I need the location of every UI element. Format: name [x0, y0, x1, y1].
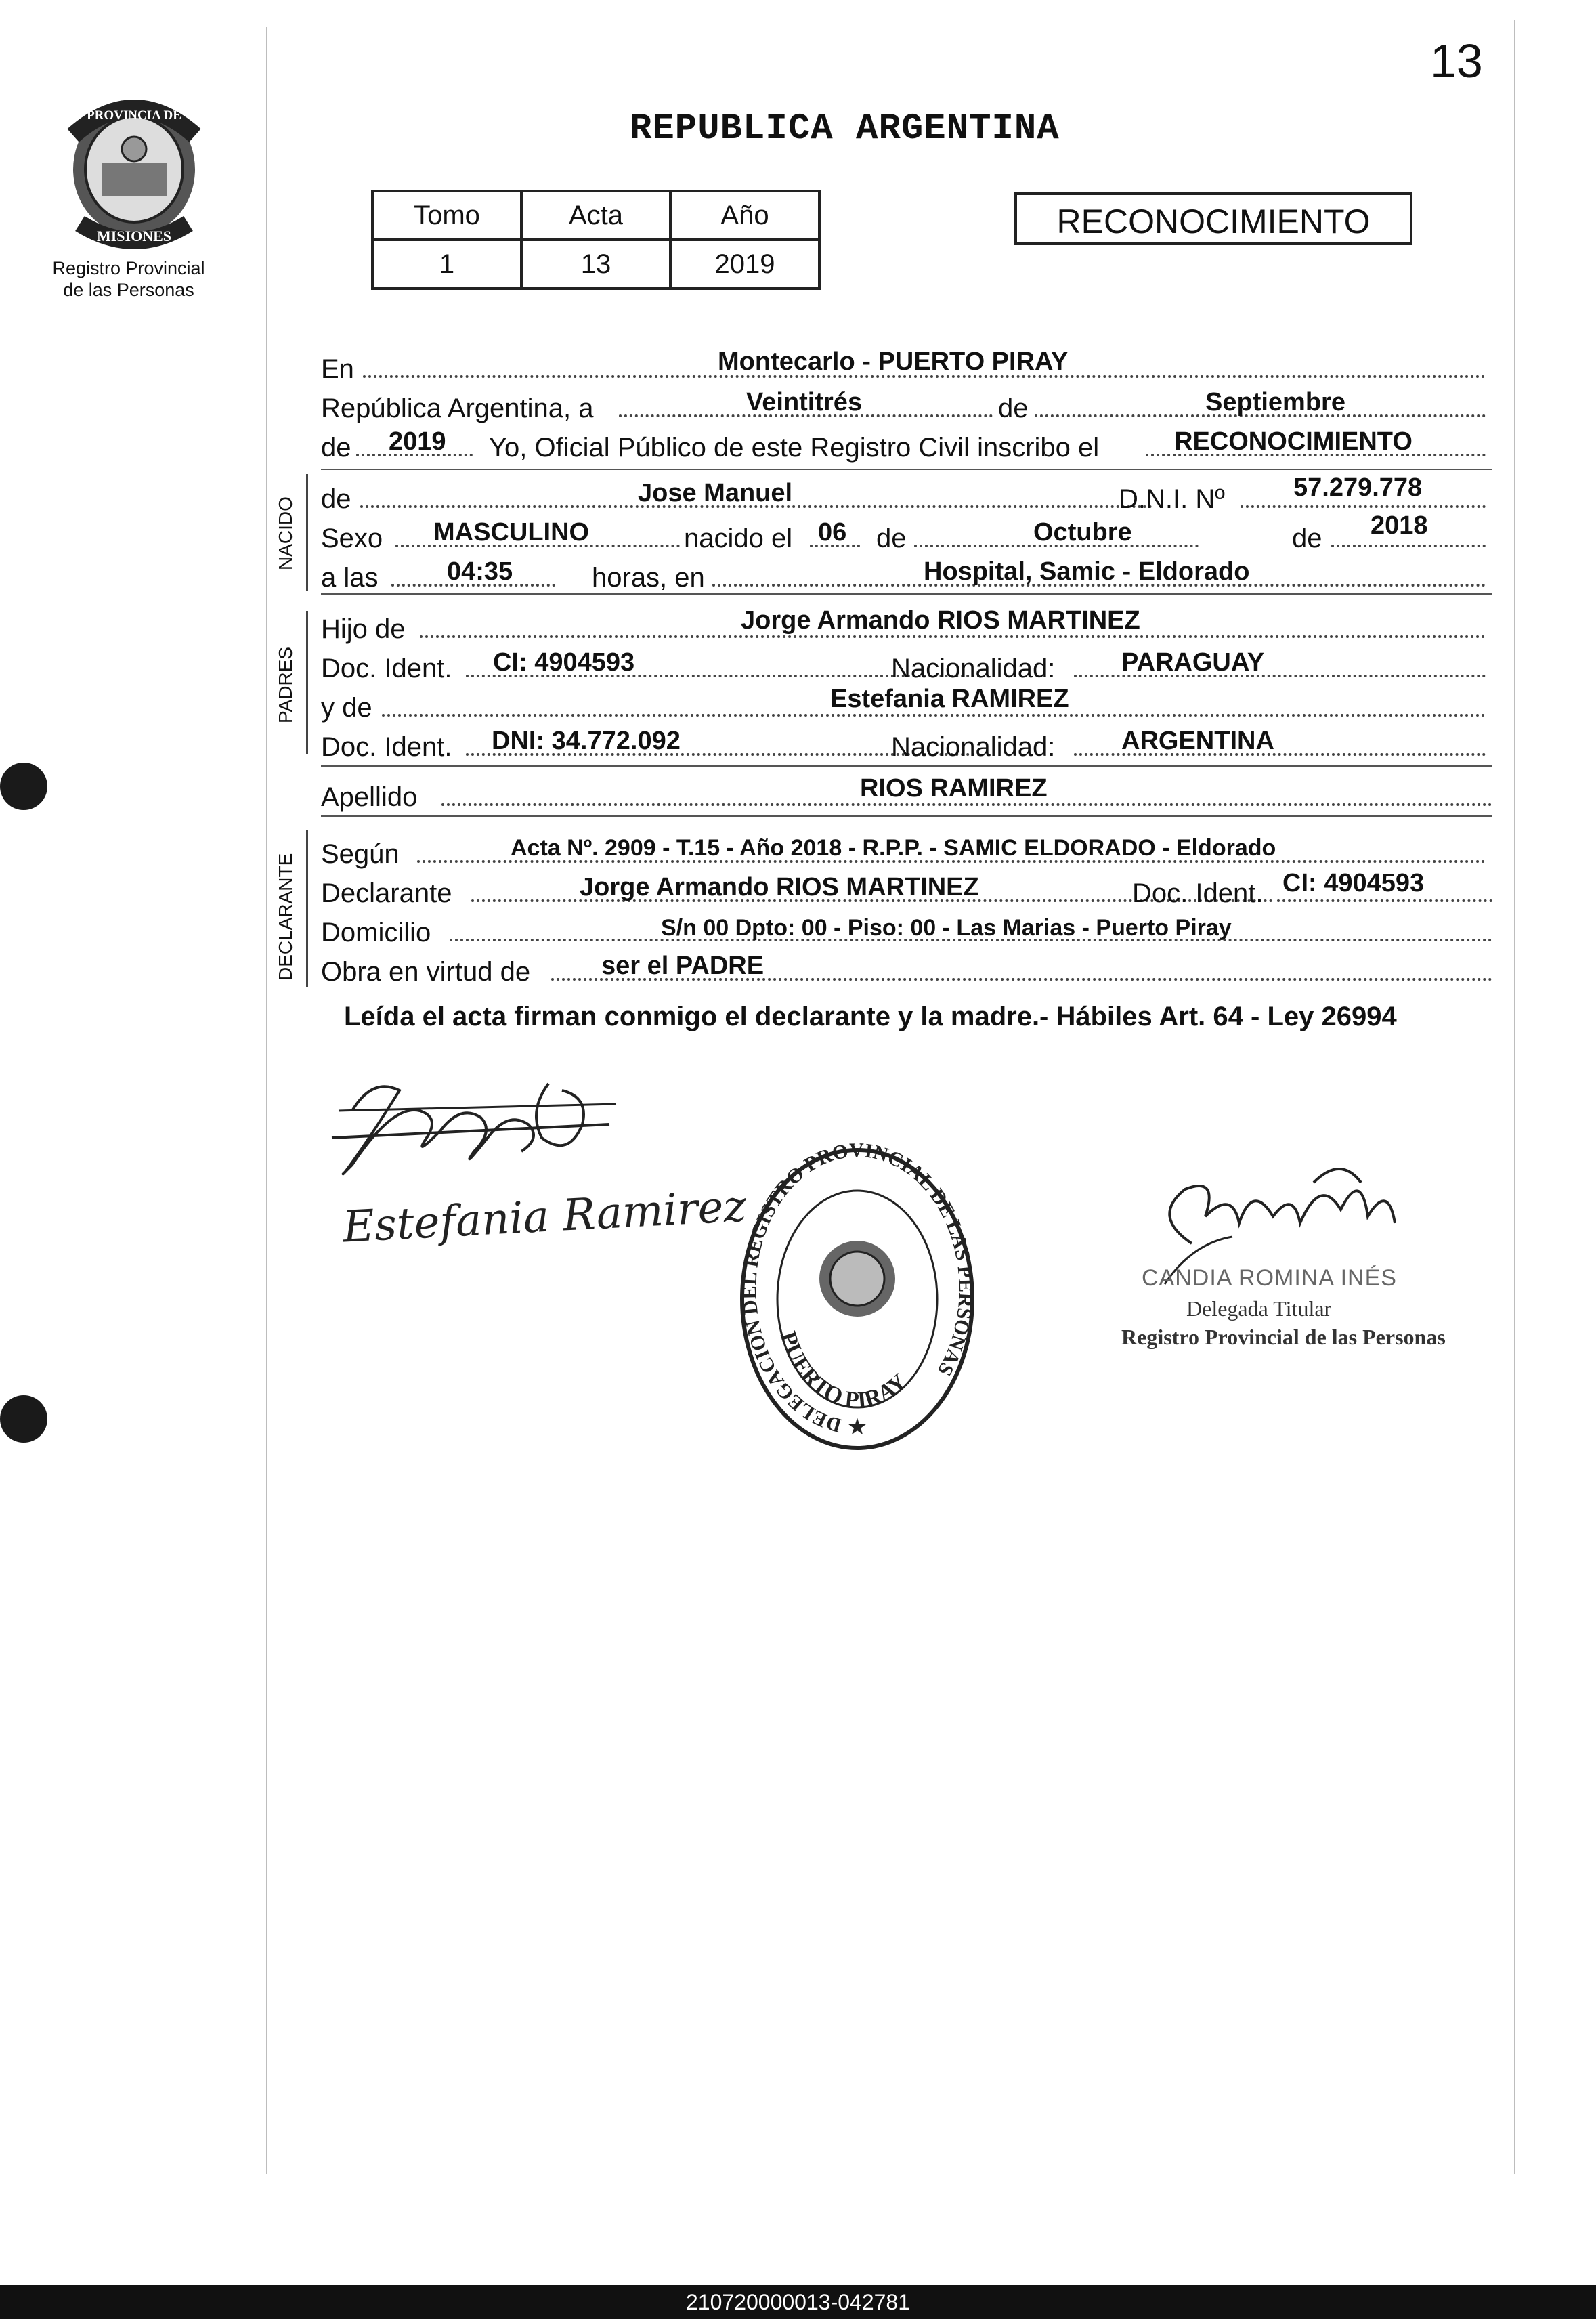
- section-separator: [321, 593, 1492, 595]
- row-place: [321, 349, 1486, 386]
- label-officer: Yo, Oficial Público de este Registro Civil inscribo el: [489, 433, 1100, 463]
- row-declarante: [321, 869, 1492, 910]
- label-apellido: Apellido: [321, 782, 418, 812]
- section-bar: [306, 830, 308, 987]
- punch-hole-bottom: [0, 1395, 47, 1443]
- label-hijo-de: Hijo de: [321, 614, 406, 644]
- value-segun: Acta Nº. 2909 - T.15 - Año 2018 - R.P.P. - SAMIC ELDORADO - Eldorado: [511, 835, 1276, 861]
- section-bar: [306, 611, 308, 754]
- value-declarante-doc: CI: 4904593: [1282, 869, 1425, 897]
- value-child-name: Jose Manuel: [638, 479, 793, 507]
- value-mother-nationality: ARGENTINA: [1121, 727, 1274, 755]
- dotted-line: [1241, 505, 1486, 508]
- star-icon: ★: [846, 1414, 868, 1440]
- value-day: Veintitrés: [746, 388, 863, 417]
- value-father-nationality: PARAGUAY: [1121, 648, 1265, 677]
- section-bar: [306, 474, 308, 591]
- row-date: [321, 389, 1486, 425]
- declarant-signature: [325, 1063, 623, 1185]
- value-birth-day: 06: [818, 518, 847, 547]
- label-doc-ident: Doc. Ident.: [1132, 878, 1264, 908]
- reference-header-row: [372, 191, 819, 240]
- label-obra: Obra en virtud de: [321, 957, 531, 987]
- value-declarante-name: Jorge Armando RIOS MARTINEZ: [580, 873, 979, 901]
- label-doc-ident: Doc. Ident.: [321, 654, 452, 683]
- label-horas-en: horas, en: [592, 563, 705, 593]
- crest-text-bottom: MISIONES: [96, 228, 172, 244]
- value-sexo: MASCULINO: [433, 518, 590, 547]
- crest-text-top: PROVINCIA DE: [87, 108, 181, 123]
- value-birth-time: 04:35: [447, 557, 513, 586]
- label-nacionalidad: Nacionalidad:: [891, 732, 1056, 762]
- section-separator: [321, 765, 1492, 767]
- registry-caption-line2: de las Personas: [63, 280, 194, 300]
- document-type-box: RECONOCIMIENTO: [1014, 192, 1412, 245]
- label-en: En: [321, 354, 354, 384]
- row-name: [321, 473, 1486, 516]
- dotted-line: [1277, 899, 1492, 902]
- stamp-inner-text: PUERTO PIRAY: [775, 1328, 912, 1413]
- label-y-de: y de: [321, 693, 372, 723]
- reference-value-cell: 13: [521, 240, 670, 289]
- dotted-line: [420, 635, 1486, 638]
- official-registry: Registro Provincial de las Personas: [1121, 1325, 1446, 1349]
- reference-header-cell: Tomo: [372, 191, 521, 240]
- value-child-dni: 57.279.778: [1293, 473, 1423, 502]
- row-segun: [321, 834, 1486, 871]
- value-month: Septiembre: [1205, 388, 1345, 417]
- reference-value-row: [372, 240, 819, 289]
- row-sex-birth: [321, 511, 1486, 555]
- row-mother: [321, 685, 1486, 725]
- dotted-line: [382, 714, 1486, 717]
- registry-caption: [20, 257, 237, 301]
- label-de: de: [321, 484, 351, 514]
- row-father: [321, 606, 1486, 646]
- value-year: 2019: [389, 427, 446, 456]
- value-father-name: Jorge Armando RIOS MARTINEZ: [741, 606, 1140, 635]
- right-margin-line: [1514, 20, 1515, 2174]
- label-dni: D.N.I. Nº: [1119, 484, 1225, 514]
- reference-table: [371, 190, 821, 290]
- registry-stamp: [735, 1143, 979, 1455]
- row-obra: [321, 952, 1492, 989]
- label-republica: República Argentina, a: [321, 393, 594, 423]
- value-place: Montecarlo - PUERTO PIRAY: [718, 347, 1069, 376]
- section-separator: [321, 469, 1492, 470]
- stamp-ring-text: DELEGACION DEL REGISTRO PROVINCIAL DE LAS PERSONAS: [738, 1143, 977, 1437]
- punch-hole-top: [0, 763, 47, 810]
- dotted-line: [1331, 545, 1486, 547]
- label-sexo: Sexo: [321, 524, 383, 553]
- value-obra: ser el PADRE: [601, 952, 764, 980]
- value-father-doc: CI: 4904593: [493, 648, 635, 677]
- document-title: REPUBLICA ARGENTINA: [630, 108, 1060, 150]
- closing-statement: Leída el acta firman conmigo el declarante y la madre.- Hábiles Art. 64 - Ley 26994: [344, 1002, 1397, 1031]
- section-label-nacido: NACIDO: [275, 496, 296, 570]
- registry-caption-line1: Registro Provincial: [52, 258, 205, 278]
- label-nacido-el: nacido el: [684, 524, 793, 553]
- section-label-declarante: DECLARANTE: [275, 853, 296, 981]
- label-de: de: [321, 433, 351, 463]
- value-birth-place: Hospital, Samic - Eldorado: [924, 557, 1250, 586]
- reference-header-cell: Acta: [521, 191, 670, 240]
- label-declarante: Declarante: [321, 878, 452, 908]
- page-number: 13: [1430, 35, 1483, 87]
- label-segun: Según: [321, 839, 400, 869]
- section-separator: [321, 815, 1492, 817]
- reference-value-cell: 1: [372, 240, 521, 289]
- row-year: [321, 428, 1486, 465]
- value-birth-year: 2018: [1371, 511, 1428, 540]
- label-de: de: [1292, 524, 1322, 553]
- official-role: Delegada Titular: [1186, 1296, 1332, 1321]
- value-apellido: RIOS RAMIREZ: [860, 774, 1048, 803]
- province-crest-logo: [60, 88, 209, 257]
- row-time-place: [321, 558, 1486, 595]
- value-mother-name: Estefania RAMIREZ: [830, 685, 1069, 713]
- value-domicilio: S/n 00 Dpto: 00 - Piso: 00 - Las Marias - Puerto Piray: [661, 915, 1232, 941]
- value-mother-doc: DNI: 34.772.092: [492, 727, 681, 755]
- row-apellido: [321, 774, 1492, 814]
- left-margin-line: [266, 27, 267, 2174]
- reference-value-cell: 2019: [670, 240, 819, 289]
- reference-header-cell: Año: [670, 191, 819, 240]
- mother-signature: Estefania Ramirez: [341, 1181, 748, 1253]
- label-domicilio: Domicilio: [321, 918, 431, 948]
- dotted-line: [441, 803, 1492, 806]
- value-birth-month: Octubre: [1033, 518, 1132, 547]
- row-father-doc: [321, 649, 1486, 685]
- label-nacionalidad: Nacionalidad:: [891, 654, 1056, 683]
- value-act-type: RECONOCIMIENTO: [1174, 427, 1412, 456]
- label-doc-ident: Doc. Ident.: [321, 732, 452, 762]
- official-name: CANDIA ROMINA INÉS: [1142, 1265, 1397, 1291]
- label-de: de: [876, 524, 907, 553]
- footer-document-code: 210720000013-042781: [0, 2285, 1596, 2319]
- row-mother-doc: [321, 727, 1486, 764]
- label-a-las: a las: [321, 563, 379, 593]
- section-label-padres: PADRES: [275, 646, 296, 723]
- label-de: de: [998, 393, 1029, 423]
- row-domicilio: [321, 913, 1492, 950]
